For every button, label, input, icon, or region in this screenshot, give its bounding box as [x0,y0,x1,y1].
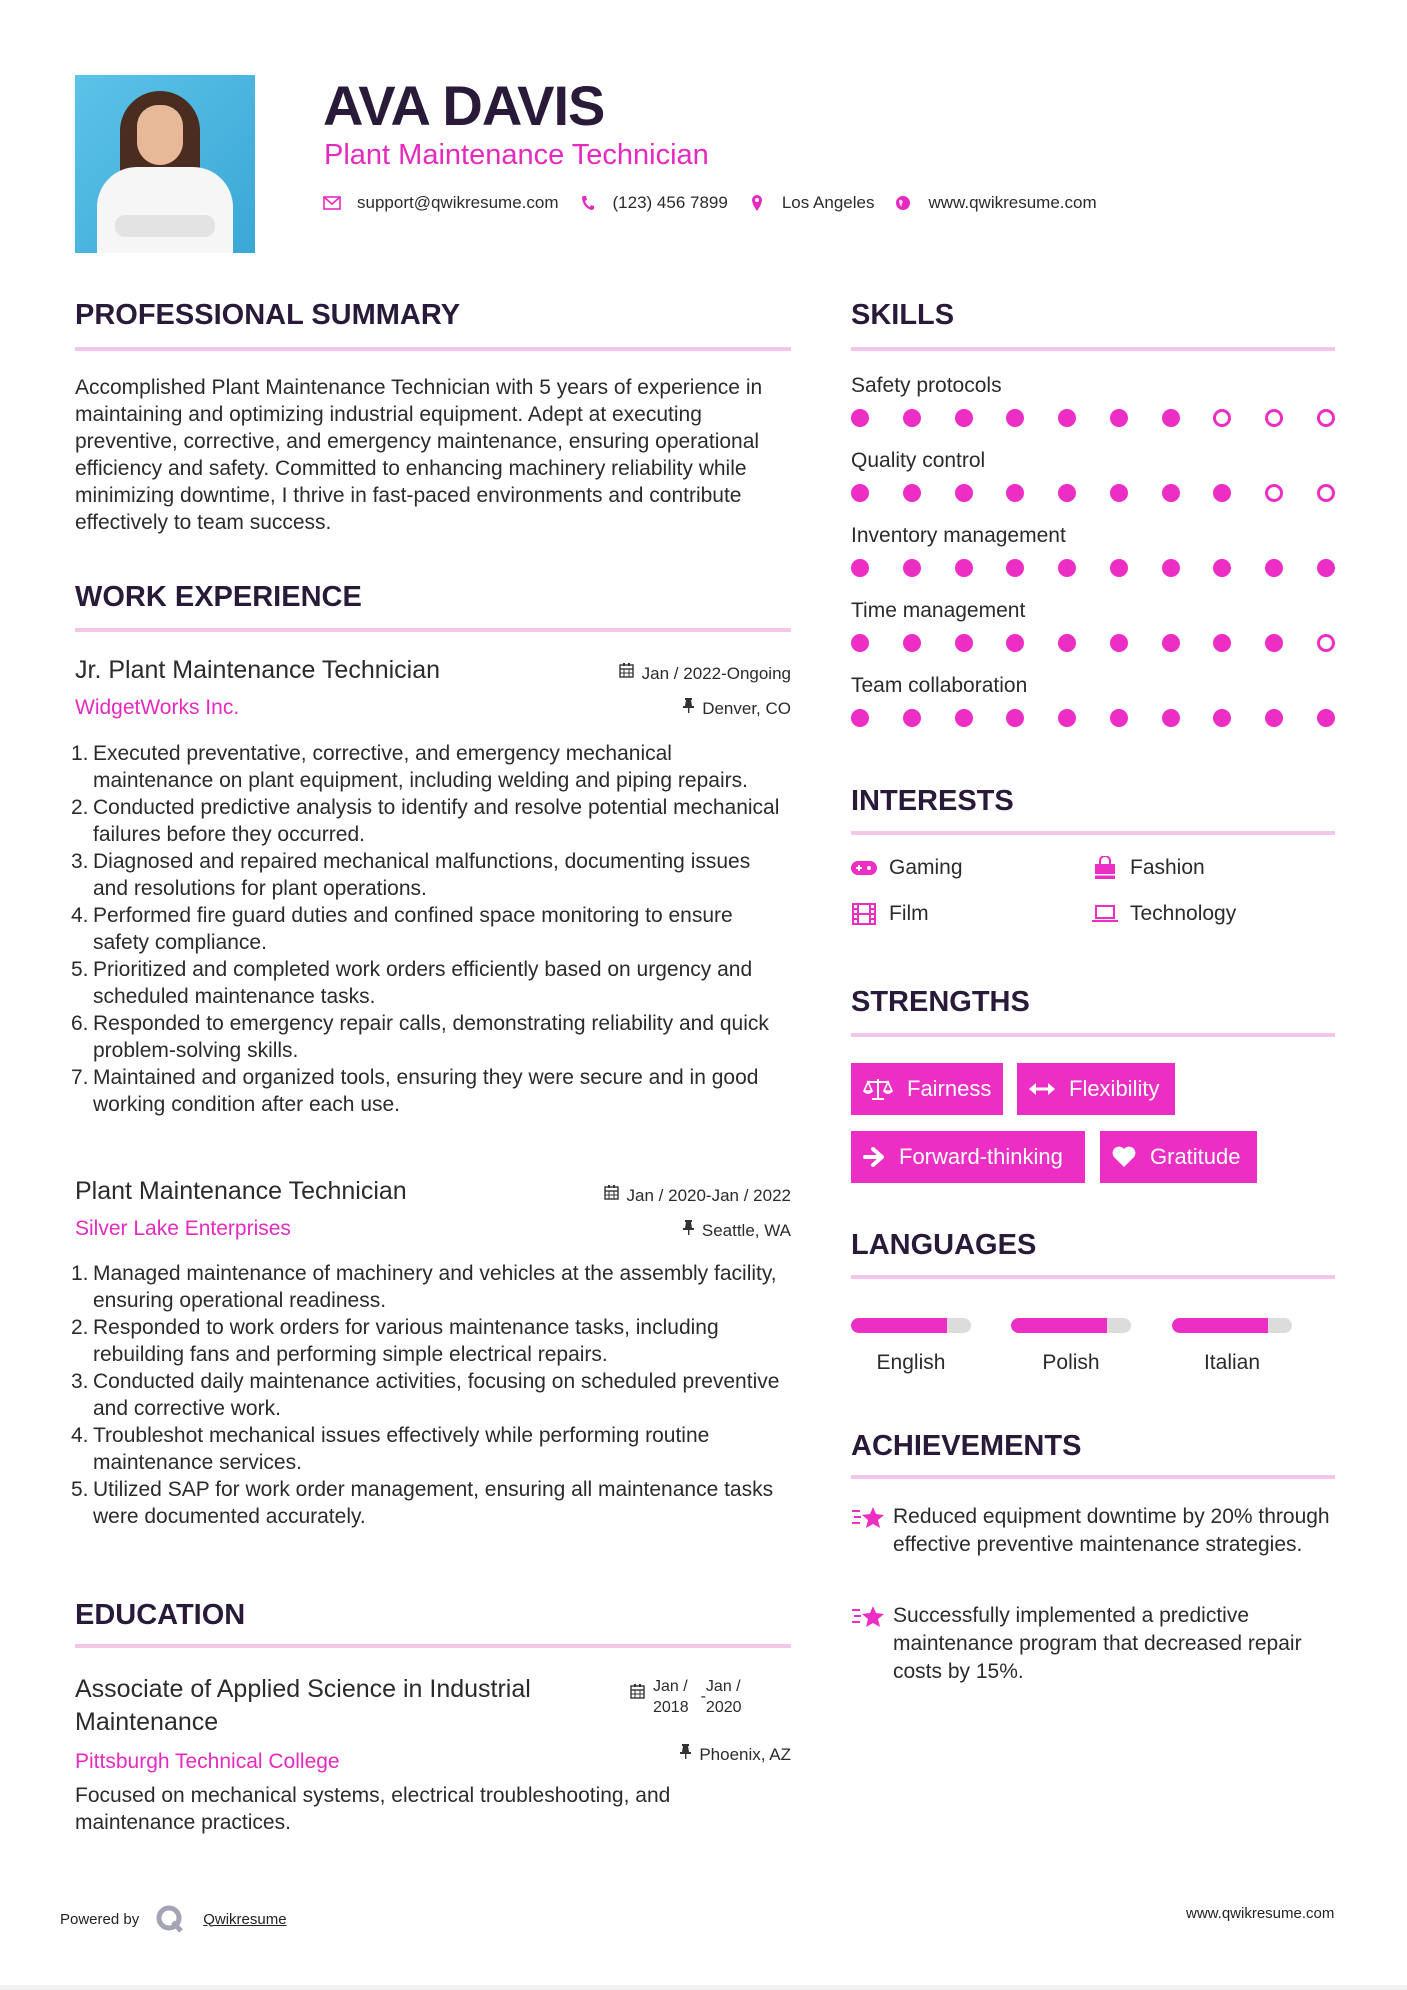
interest-technology: Technology [1092,902,1236,926]
skill-item [851,598,1335,652]
language-name: Polish [1042,1351,1100,1374]
language-proficiency-bar [851,1318,971,1333]
list-item: 1. Executed preventative, corrective, and emergency mechanical maintenance on plant equipment, including welding and piping repairs. [71,742,748,792]
contact-website[interactable]: www.qwikresume.com [894,193,1096,213]
rating-dot-filled [903,559,921,577]
section-heading-interests: INTERESTS [851,785,1014,817]
rating-dot-filled [1006,559,1024,577]
degree-title: Associate of Applied Science in Industrial Maintenance [75,1675,531,1736]
strength-tag-forward-thinking: Forward-thinking [851,1131,1085,1183]
rating-dot-filled [955,709,973,727]
rating-dot-filled [1058,484,1076,502]
rating-dot-filled [851,409,869,427]
heart-icon [1112,1146,1136,1168]
list-item: 4. Performed fire guard duties and confined space monitoring to ensure safety compliance. [71,904,733,954]
language-name: English [876,1351,946,1374]
company-name: Silver Lake Enterprises [75,1217,291,1240]
rating-dot-filled [1213,634,1231,652]
company-name: WidgetWorks Inc. [75,696,240,719]
section-divider [851,347,1335,351]
skill-item [851,373,1335,427]
page-bottom-border [0,1985,1407,1990]
rating-dot-empty [1213,409,1231,427]
section-heading-experience: WORK EXPERIENCE [75,581,362,613]
rating-dot-filled [1006,709,1024,727]
rating-dot-filled [1162,709,1180,727]
rating-dot-filled [1006,484,1024,502]
rating-dot-filled [903,709,921,727]
balance-scale-icon [863,1077,893,1101]
summary-text: Accomplished Plant Maintenance Technician with 5 years of experience in maintaining and optimizing industrial equipment. Adept at executing preventive, corrective, and emergency maintenance, ensuring operational efficiency and safety. Committed to enhancing machinery reliability while minimizing downtime, I thrive in fast-paced environments and contribute effectively to team success. [75,376,763,534]
job-location: Denver, CO [500,698,791,720]
section-heading-skills: SKILLS [851,299,955,331]
list-item: 4. Troubleshot mechanical issues effectively while performing routine maintenance services. [71,1424,710,1474]
skill-name: Quality control [851,449,986,472]
language-name: Italian [1203,1351,1261,1374]
rating-dot-filled [851,484,869,502]
interest-gaming: Gaming [851,856,963,880]
skill-name: Safety protocols [851,374,1002,397]
rating-dot-filled [1265,634,1283,652]
rating-dot-filled [955,559,973,577]
strength-tag-fairness: Fairness [851,1063,1003,1115]
rating-dot-filled [1162,634,1180,652]
list-item: 2. Conducted predictive analysis to identify and resolve potential mechanical failures before they occurred. [71,796,780,846]
contact-bar [323,193,1117,213]
map-pin-icon [748,194,766,212]
rating-dot-empty [1317,484,1335,502]
qwikresume-logo-icon [155,1904,185,1934]
strength-tag-flexibility: Flexibility [1017,1063,1175,1115]
skill-rating [851,484,1335,502]
education-description: Focused on mechanical systems, electrical troubleshooting, and maintenance practices. [75,1784,671,1834]
job-dates: Jan / 2020-Jan / 2022 [500,1185,791,1207]
rating-dot-filled [1213,709,1231,727]
job-location: Seattle, WA [500,1220,791,1242]
language-proficiency-bar [1011,1318,1131,1333]
rating-dot-filled [1213,559,1231,577]
job-title: Jr. Plant Maintenance Technician [75,656,441,684]
list-item: 5. Utilized SAP for work order management, ensuring all maintenance tasks were documented accurately. [71,1478,774,1528]
section-divider [75,1644,791,1648]
skill-name: Time management [851,599,1026,622]
rating-dot-filled [1317,559,1335,577]
phone-icon [579,194,597,212]
rating-dot-filled [955,409,973,427]
rating-dot-filled [1110,559,1128,577]
section-divider [75,347,791,351]
skill-name: Inventory management [851,524,1066,547]
contact-location: Los Angeles [748,193,875,213]
rating-dot-filled [1006,409,1024,427]
language-proficiency-bar [1172,1318,1292,1333]
shopping-bag-icon [1092,856,1118,880]
skill-rating [851,409,1335,427]
list-item: 5. Prioritized and completed work orders efficiently based on urgency and scheduled maintenance tasks. [71,958,753,1008]
rating-dot-filled [851,559,869,577]
rating-dot-filled [1110,634,1128,652]
shooting-star-icon [851,1602,893,1686]
section-divider [851,1475,1335,1479]
contact-email[interactable]: support@qwikresume.com [323,193,559,213]
laptop-icon [1092,905,1118,923]
interest-fashion: Fashion [1092,856,1205,880]
rating-dot-filled [1006,634,1024,652]
footer-url[interactable]: www.qwikresume.com [1186,1905,1335,1922]
candidate-title: Plant Maintenance Technician [324,139,709,171]
gamepad-icon [851,861,877,875]
rating-dot-filled [903,634,921,652]
rating-dot-filled [1110,709,1128,727]
rating-dot-filled [851,634,869,652]
powered-by: Powered by Qwikresume [60,1904,287,1934]
rating-dot-filled [1058,634,1076,652]
job-title: Plant Maintenance Technician [75,1177,407,1205]
globe-icon [894,194,912,212]
rating-dot-filled [1058,409,1076,427]
pushpin-icon [683,698,694,720]
section-heading-strengths: STRENGTHS [851,986,1030,1018]
skill-rating [851,559,1335,577]
language-item [1011,1318,1131,1375]
rating-dot-filled [1162,559,1180,577]
rating-dot-filled [903,484,921,502]
envelope-icon [323,194,341,212]
rating-dot-filled [1110,409,1128,427]
section-divider [851,831,1335,835]
rating-dot-filled [851,709,869,727]
candidate-name: AVA DAVIS [323,74,605,137]
skill-item [851,523,1335,577]
rating-dot-filled [1265,709,1283,727]
section-divider [75,628,791,632]
arrows-horizontal-icon [1029,1082,1055,1096]
section-divider [851,1033,1335,1037]
education-dates: Jan / 2018 - Jan / 2020 [630,1676,742,1718]
rating-dot-filled [1162,409,1180,427]
section-heading-summary: PROFESSIONAL SUMMARY [75,299,461,331]
achievement-item: Reduced equipment downtime by 20% through effective preventive maintenance strategies. [851,1503,1341,1559]
calendar-icon [604,1185,619,1207]
rating-dot-filled [1162,484,1180,502]
section-heading-languages: LANGUAGES [851,1229,1037,1261]
education-location: Phoenix, AZ [500,1744,791,1766]
film-icon [851,903,877,925]
job-responsibilities [71,740,791,1118]
calendar-icon [619,663,634,685]
list-item: 2. Responded to work orders for various maintenance tasks, including rebuilding fans and performing simple electrical repairs. [71,1316,719,1366]
rating-dot-empty [1265,484,1283,502]
rating-dot-filled [955,634,973,652]
rating-dot-filled [1265,559,1283,577]
rating-dot-empty [1317,409,1335,427]
interest-film: Film [851,902,929,926]
qwikresume-link[interactable]: Qwikresume [203,1910,287,1928]
profile-photo [75,75,255,253]
rating-dot-filled [955,484,973,502]
section-divider [851,1275,1335,1279]
achievement-item: Successfully implemented a predictive maintenance program that decreased repair costs by 15%. [851,1602,1341,1686]
list-item: 6. Responded to emergency repair calls, demonstrating reliability and quick problem-solving skills. [71,1012,769,1062]
rating-dot-filled [903,409,921,427]
shooting-star-icon [851,1503,893,1559]
list-item: 3. Conducted daily maintenance activities, focusing on scheduled preventive and corrective work. [71,1370,780,1420]
strength-tag-gratitude: Gratitude [1100,1131,1257,1183]
skill-item [851,673,1335,727]
list-item: 7. Maintained and organized tools, ensuring they were secure and in good working condition after each use. [71,1066,759,1116]
language-item [851,1318,971,1375]
rating-dot-filled [1058,559,1076,577]
skill-item [851,448,1335,502]
job-dates: Jan / 2022-Ongoing [500,663,791,685]
language-item [1172,1318,1292,1375]
arrow-right-icon [863,1147,885,1167]
contact-phone[interactable]: (123) 456 7899 [579,193,728,213]
pushpin-icon [683,1220,694,1242]
job-responsibilities [71,1260,791,1530]
skill-name: Team collaboration [851,674,1028,697]
list-item: 3. Diagnosed and repaired mechanical malfunctions, documenting issues and resolutions for plant operations. [71,850,751,900]
rating-dot-filled [1058,709,1076,727]
school-name: Pittsburgh Technical College [75,1750,340,1773]
section-heading-education: EDUCATION [75,1599,246,1631]
pushpin-icon [680,1744,691,1766]
rating-dot-empty [1317,634,1335,652]
skill-rating [851,634,1335,652]
list-item: 1. Managed maintenance of machinery and vehicles at the assembly facility, ensuring operational readiness. [71,1262,777,1312]
rating-dot-filled [1110,484,1128,502]
skill-rating [851,709,1335,727]
calendar-icon [630,1684,645,1718]
rating-dot-filled [1317,709,1335,727]
section-heading-achievements: ACHIEVEMENTS [851,1430,1082,1462]
rating-dot-empty [1265,409,1283,427]
rating-dot-filled [1213,484,1231,502]
